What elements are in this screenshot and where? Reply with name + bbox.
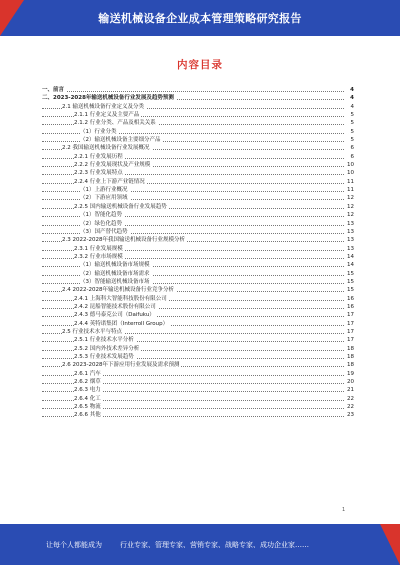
toc-entry-title: 2.4 2022-2028年输送机械设备行业竞争分析 <box>62 287 174 294</box>
toc-entry[interactable] <box>42 178 354 186</box>
toc-entry[interactable] <box>42 353 354 361</box>
toc-entry[interactable] <box>42 303 354 311</box>
report-header <box>0 0 400 36</box>
toc-entry-page: 4 <box>350 87 354 93</box>
toc-entry[interactable] <box>42 203 354 211</box>
toc-entry-title: 2.1 输送机械设备行业定义及分类 <box>62 103 144 110</box>
toc-entry-title: （2）下游应用领域 <box>80 195 128 202</box>
toc-entry-page: 18 <box>347 354 354 360</box>
toc-entry-title: 2.2 我国输送机械设备行业发展概况 <box>62 145 150 152</box>
toc-entry-page: 15 <box>347 270 354 277</box>
toc-entry-title: 2.5.1 行业技术水平分析 <box>74 337 134 344</box>
toc-entry-page: 5 <box>350 112 354 119</box>
toc-entry-title: （1）智能化趋势 <box>80 212 122 219</box>
toc-entry-page: 13 <box>347 228 354 235</box>
toc-entry-title: （3）国产替代趋势 <box>80 228 128 235</box>
toc-entry-page: 11 <box>347 187 354 194</box>
toc-entry-page: 14 <box>347 262 354 269</box>
toc-entry[interactable] <box>42 295 354 303</box>
toc-entry-page: 5 <box>350 137 354 144</box>
toc-entry-title: 2.6.4 化工 <box>74 395 101 402</box>
toc-entry-title: （3）智能输送机械设备市场 <box>80 278 150 285</box>
toc-entry-page: 4 <box>350 103 354 110</box>
toc-entry-page: 18 <box>347 362 354 369</box>
toc-entry-page: 4 <box>350 95 354 102</box>
footer-slogan-tail: 行业专家、管理专家、营销专家、战略专家、成功企业家…… <box>120 541 309 549</box>
toc-entry-title: 2.2.4 行业上下游产业链情况 <box>74 178 145 185</box>
report-title: 输送机械设备企业成本管理策略研究报告 <box>98 12 302 25</box>
toc-entry-page: 16 <box>347 303 354 310</box>
toc-entry-title: 2.6 2023-2028年下游应用行业发展及需求预测 <box>62 362 180 369</box>
toc-entry-title: 2.3.2 行业市场规模 <box>74 253 123 260</box>
toc-entry-title: 2.4.1 上海科大智能科技股份有限公司 <box>74 295 167 302</box>
toc-entry-title: （1）输送机械设备市场规模 <box>80 262 150 269</box>
toc-entry[interactable] <box>42 103 354 111</box>
toc-entry-page: 18 <box>347 345 354 352</box>
toc-entry-title: 2.6.2 烟草 <box>74 379 101 386</box>
toc-entry-title: （1）上游行业概况 <box>80 187 128 194</box>
toc-entry-title: （2）绿色化趋势 <box>80 220 122 227</box>
toc-entry-page: 14 <box>347 253 354 260</box>
toc-entry[interactable] <box>42 128 354 136</box>
toc-entry[interactable] <box>42 320 354 328</box>
toc-entry[interactable] <box>42 245 354 253</box>
toc-entry-title: 2.2.3 行业发展特点 <box>74 170 123 177</box>
toc-entry-page: 22 <box>347 404 354 411</box>
toc-entry-page: 13 <box>347 237 354 244</box>
toc-entry[interactable] <box>42 144 354 152</box>
toc-entry-page: 17 <box>347 328 354 335</box>
report-footer <box>0 524 400 565</box>
toc-entry-page: 10 <box>347 162 354 169</box>
toc-entry-page: 19 <box>347 370 354 377</box>
toc-entry-page: 15 <box>347 278 354 285</box>
toc-entry-page: 12 <box>347 212 354 219</box>
toc-entry-title: 2.3.1 行业发展规模 <box>74 245 123 252</box>
toc-entry[interactable] <box>42 228 354 236</box>
toc-entry[interactable] <box>42 395 354 403</box>
toc-entry-title: 2.2.2 行业发展现状及产业规模 <box>74 162 151 169</box>
toc-entry-title: 2.1.1 行业定义及主要产品 <box>74 112 140 119</box>
toc-entry[interactable] <box>42 345 354 353</box>
toc-entry-page: 12 <box>347 195 354 202</box>
table-of-contents <box>42 86 354 420</box>
toc-entry-page: 5 <box>350 128 354 135</box>
toc-entry-page: 17 <box>347 312 354 319</box>
toc-entry-page: 13 <box>347 245 354 252</box>
toc-entry[interactable] <box>42 253 354 261</box>
toc-entry[interactable] <box>42 111 354 119</box>
toc-entry[interactable] <box>42 361 354 369</box>
toc-entry-title: （2）输送机械设备市场需求 <box>80 270 150 277</box>
toc-entry-title: 2.4.3 德马泰克公司（Daifuku） <box>74 312 155 319</box>
toc-entry[interactable] <box>42 211 354 219</box>
toc-entry[interactable] <box>42 186 354 194</box>
toc-entry-title: 2.2.5 国内输送机械设备行业发展趋势 <box>74 203 167 210</box>
toc-entry[interactable] <box>42 278 354 286</box>
toc-entry[interactable] <box>42 136 354 144</box>
toc-entry[interactable] <box>42 194 354 202</box>
toc-entry-title: 2.4.4 英特诺集团（Interroll Group） <box>74 320 169 327</box>
toc-entry[interactable] <box>42 169 354 177</box>
toc-entry-title: 2.6.6 其他 <box>74 412 101 419</box>
toc-entry[interactable] <box>42 286 354 294</box>
toc-entry-page: 17 <box>347 320 354 327</box>
toc-entry[interactable] <box>42 378 354 386</box>
toc-entry[interactable] <box>42 153 354 161</box>
toc-entry-title: 2.6.5 物流 <box>74 404 101 411</box>
toc-entry[interactable] <box>42 370 354 378</box>
toc-entry-page: 6 <box>350 145 354 152</box>
toc-entry-page: 22 <box>347 395 354 402</box>
toc-entry[interactable] <box>42 86 354 94</box>
toc-entry[interactable] <box>42 261 354 269</box>
toc-entry-title: 2.2.1 行业发展历程 <box>74 153 123 160</box>
toc-entry-page: 11 <box>347 178 354 185</box>
toc-entry-title: 一、前言 <box>42 87 65 93</box>
toc-entry-title: 2.5.2 国内外技术差异分析 <box>74 345 140 352</box>
footer-red-corner <box>380 524 400 565</box>
footer-slogan-lead: 让每个人都能成为 <box>46 541 102 549</box>
toc-entry[interactable] <box>42 119 354 127</box>
toc-entry-title: 二、2023-2028年输送机械设备行业发展及趋势预测 <box>42 95 174 102</box>
toc-entry[interactable] <box>42 386 354 394</box>
toc-leader-dots <box>42 91 344 92</box>
toc-entry-page: 17 <box>347 337 354 344</box>
toc-entry-page: 20 <box>347 379 354 386</box>
page-number: 1 <box>342 507 346 513</box>
toc-entry-page: 23 <box>347 412 354 419</box>
toc-entry[interactable] <box>42 311 354 319</box>
toc-entry-page: 10 <box>347 170 354 177</box>
toc-entry[interactable] <box>42 236 354 244</box>
toc-entry-page: 6 <box>350 153 354 160</box>
toc-entry-title: 2.6.1 汽车 <box>74 370 101 377</box>
toc-entry[interactable] <box>42 328 354 336</box>
toc-entry[interactable] <box>42 411 354 419</box>
toc-entry-page: 15 <box>347 287 354 294</box>
toc-entry[interactable] <box>42 94 354 102</box>
toc-entry-title: 2.5 行业技术水平与特点 <box>62 328 122 335</box>
toc-entry-page: 13 <box>347 220 354 227</box>
toc-entry[interactable] <box>42 403 354 411</box>
toc-entry[interactable] <box>42 220 354 228</box>
toc-entry-page: 21 <box>347 387 354 394</box>
toc-entry-title: 2.3 2022-2028年我国输送机械设备行业规模分析 <box>62 237 185 244</box>
toc-entry-page: 12 <box>347 203 354 210</box>
toc-entry-title: 2.4.2 昆船智能技术股份有限公司 <box>74 303 156 310</box>
toc-entry-page: 16 <box>347 295 354 302</box>
toc-entry-page: 5 <box>350 120 354 127</box>
toc-entry-title: （2）输送机械设备主要细分产品 <box>80 137 161 144</box>
toc-entry-title: 2.6.3 电力 <box>74 387 101 394</box>
toc-heading: 内容目录 <box>177 59 223 71</box>
toc-entry-title: （1）行业分类 <box>80 128 117 135</box>
toc-entry-title: 2.1.2 行业分类、产品及相关关系 <box>74 120 156 127</box>
toc-entry-title: 2.5.3 行业技术发展趋势 <box>74 354 134 360</box>
toc-entry[interactable] <box>42 161 354 169</box>
toc-entry[interactable] <box>42 270 354 278</box>
toc-entry[interactable] <box>42 336 354 344</box>
